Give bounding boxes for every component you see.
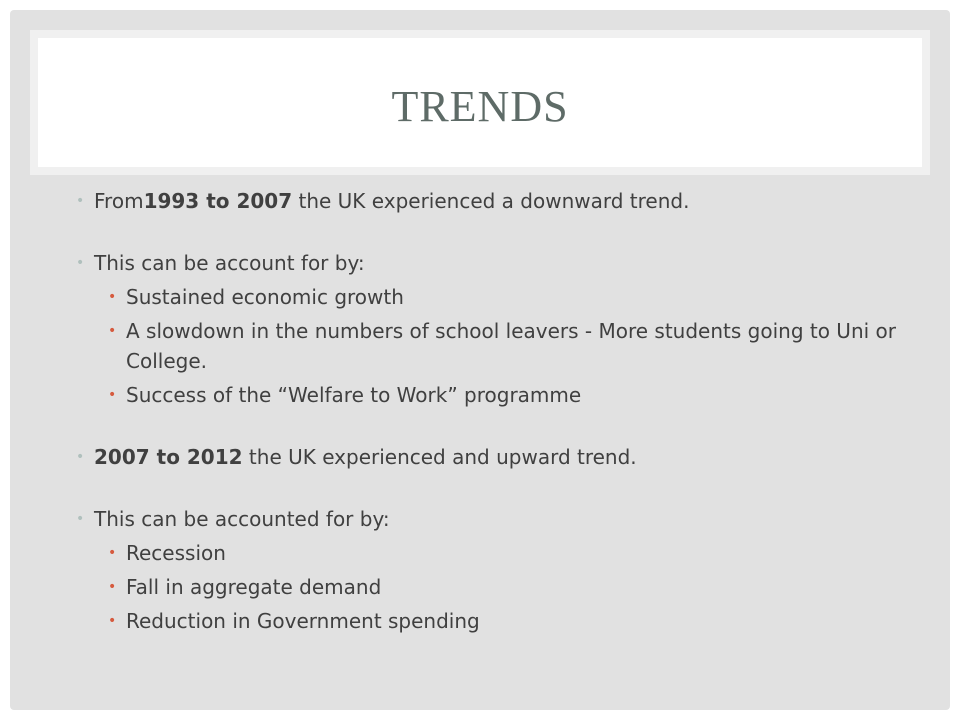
sub-bullet-item (70, 380, 930, 410)
bullet-text-rest: the UK experienced and upward trend. (242, 445, 637, 469)
bullet-item (70, 442, 930, 472)
bullet-text: This can be account for by: (94, 251, 365, 275)
bullet-text-years: 2007 to 2012 (94, 445, 243, 469)
sub-bullet-item (70, 606, 930, 636)
slide-title: TRENDS (391, 82, 569, 131)
sub-bullet-dot-icon: • (108, 323, 117, 339)
bullet-dot-icon: • (76, 449, 85, 465)
bullet-text: This can be accounted for by: (94, 507, 390, 531)
slide (10, 10, 950, 710)
sub-bullet-dot-icon: • (108, 289, 117, 305)
sub-bullet-text: Success of the “Welfare to Work” programme (126, 383, 582, 407)
sub-bullet-text: A slowdown in the numbers of school leavers - More students going to Uni or College. (126, 319, 896, 373)
bullet-text-rest: the UK experienced a downward trend. (292, 189, 690, 213)
bullet-dot-icon: • (76, 255, 85, 271)
sub-bullet-text: Recession (126, 541, 226, 565)
bullet-text-prefix: From (94, 189, 144, 213)
title-box (30, 30, 930, 175)
sub-bullet-item (70, 316, 930, 376)
sub-bullet-text: Reduction in Government spending (126, 609, 480, 633)
sub-bullet-text: Fall in aggregate demand (126, 575, 382, 599)
sub-bullet-item (70, 572, 930, 602)
slide-body (70, 186, 930, 636)
sub-bullet-dot-icon: • (108, 387, 117, 403)
bullet-item (70, 186, 930, 216)
sub-bullet-dot-icon: • (108, 579, 117, 595)
sub-bullet-dot-icon: • (108, 545, 117, 561)
bullet-dot-icon: • (76, 511, 85, 527)
bullet-item (70, 248, 930, 278)
sub-bullet-dot-icon: • (108, 613, 117, 629)
sub-bullet-item (70, 538, 930, 568)
sub-bullet-item (70, 282, 930, 312)
sub-bullet-text: Sustained economic growth (126, 285, 404, 309)
bullet-item (70, 504, 930, 534)
bullet-dot-icon: • (76, 193, 85, 209)
bullet-text-years: 1993 to 2007 (143, 189, 293, 213)
